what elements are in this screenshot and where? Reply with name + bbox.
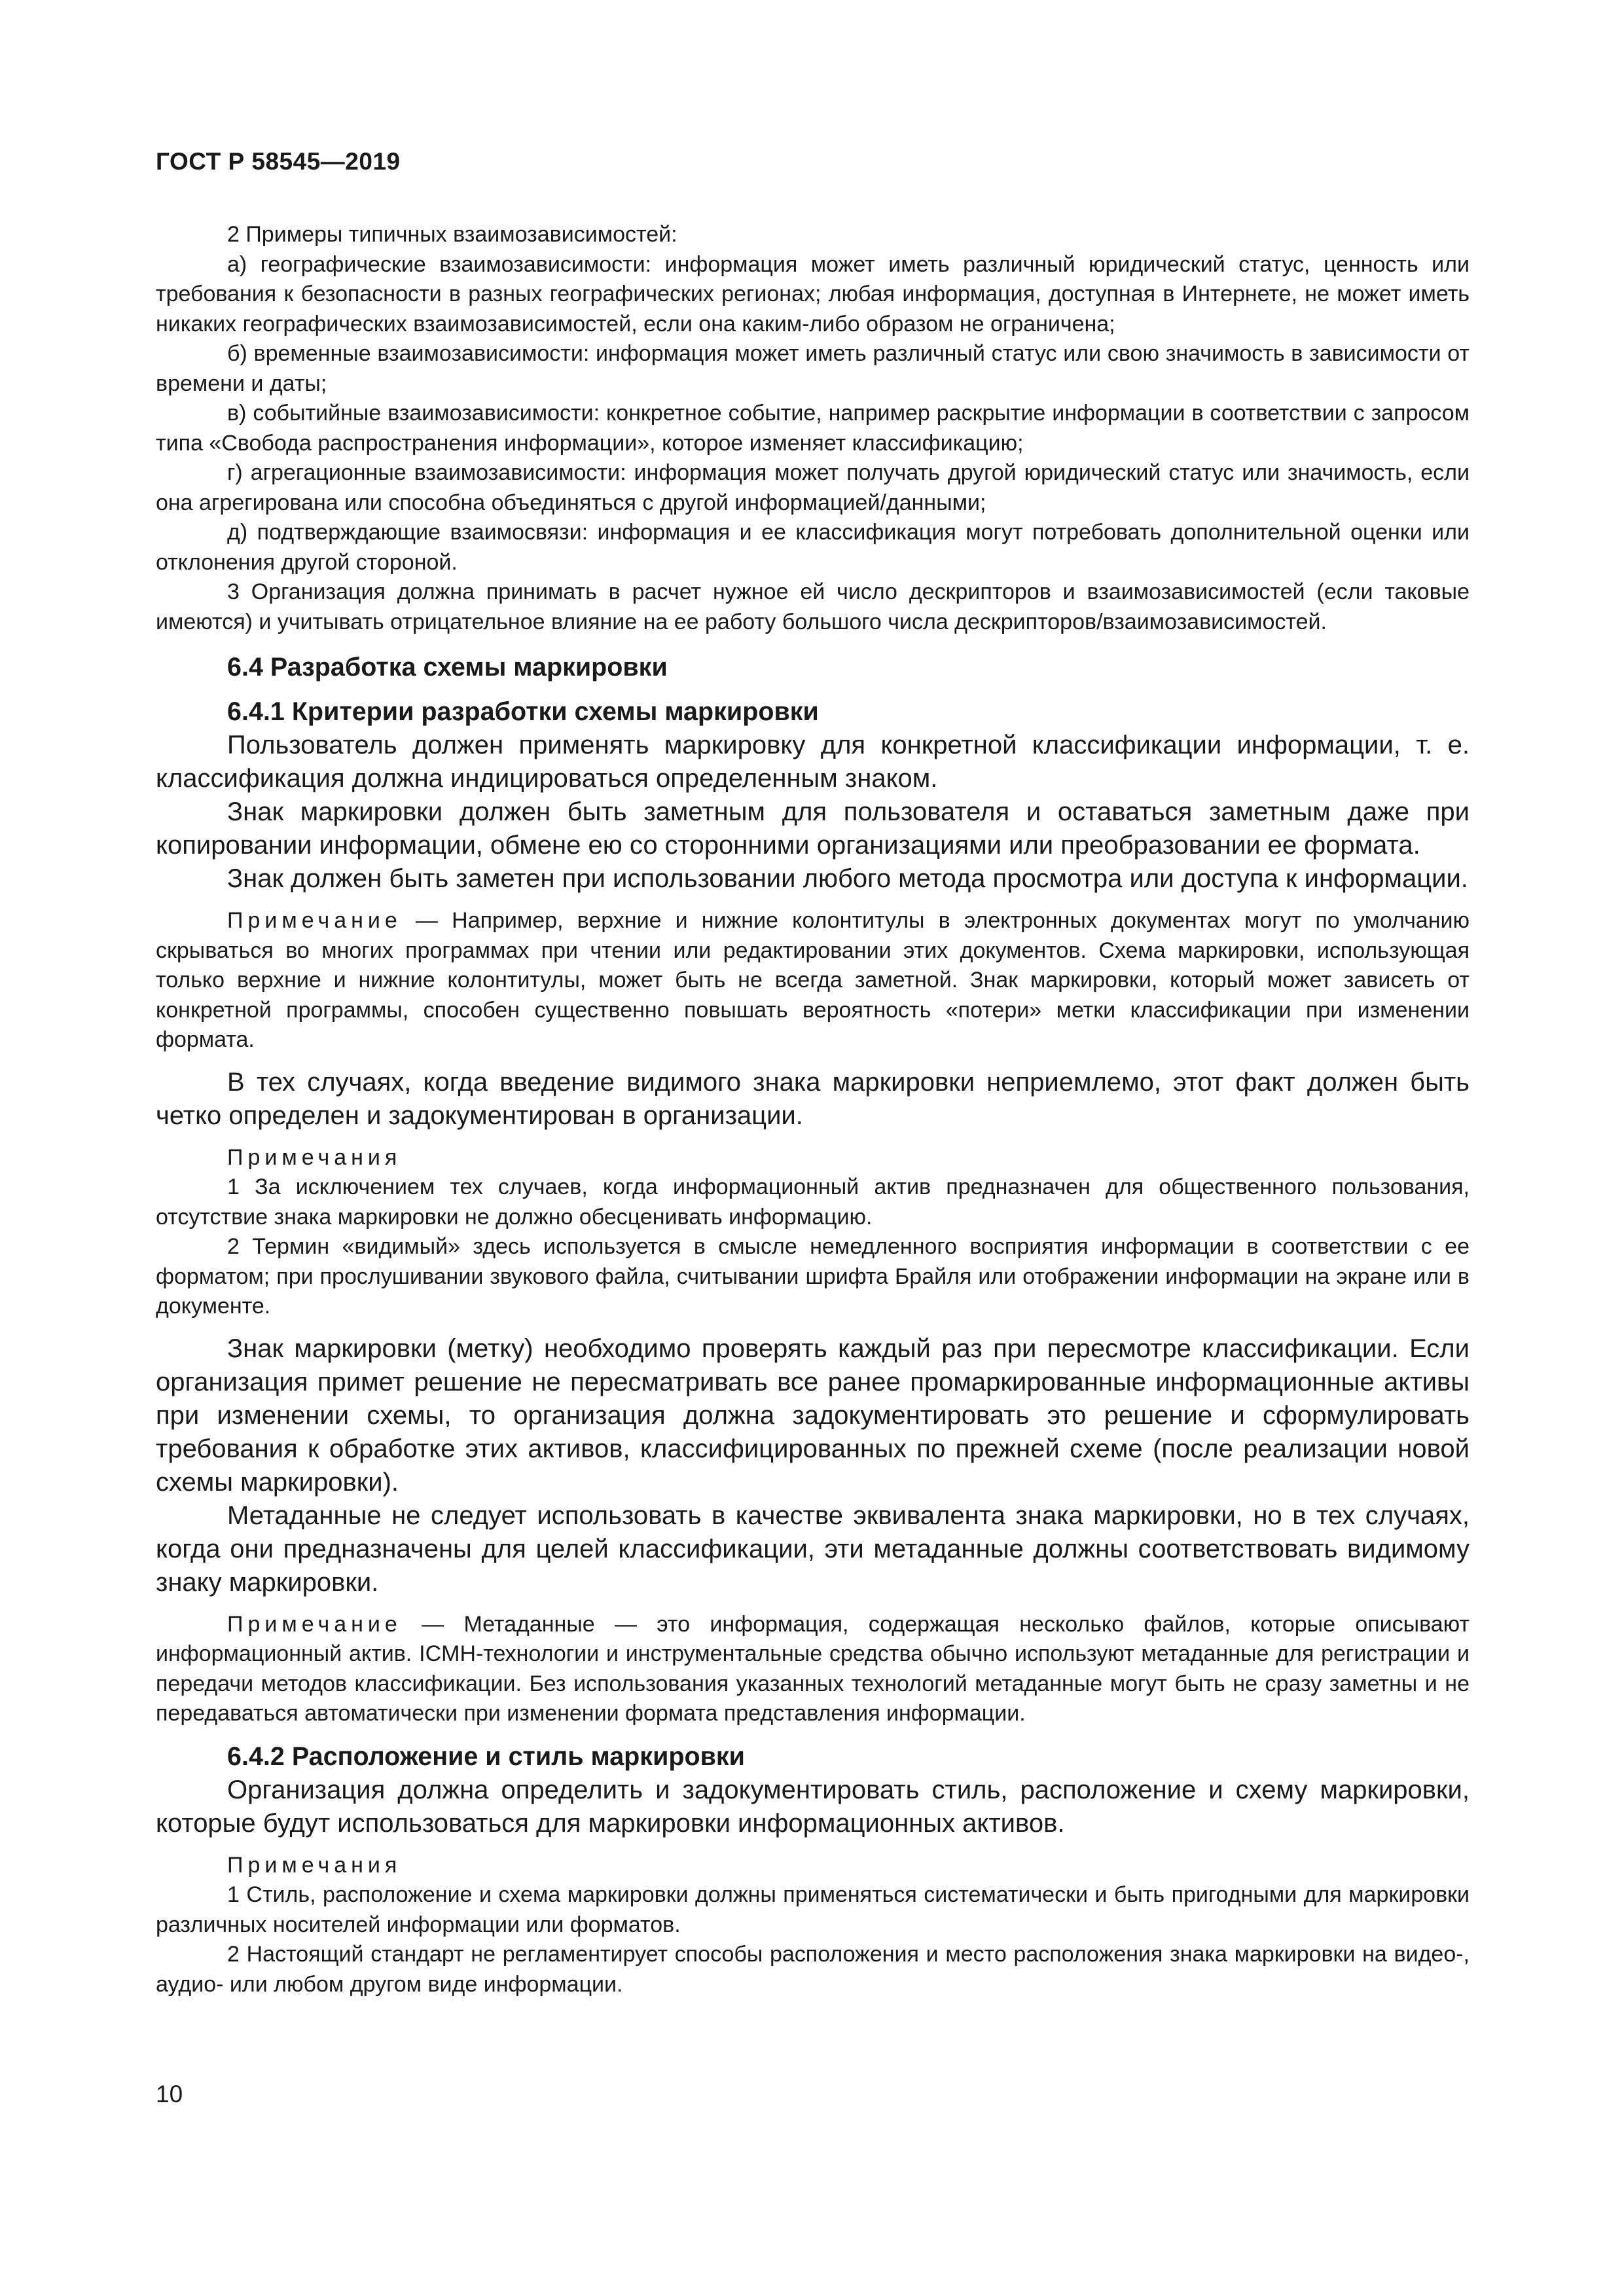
note-text: — Метаданные — это информация, содержащая несколько файлов, которые описывают информационный актив. ICMH-технологии и инструментальные средства обычно используют метаданные для регистрации и передачи методов классификации. Без использования указанных технологий метаданные могут быть не сразу заметны и не передаваться автоматически при изменении формата представления информации. bbox=[156, 1611, 1470, 1726]
section-heading-6-4-2: 6.4.2 Расположение и стиль маркировки bbox=[227, 1741, 745, 1771]
section-heading-6-4-1: 6.4.1 Критерии разработки схемы маркировки bbox=[227, 697, 819, 726]
section-heading-6-4: 6.4 Разработка схемы маркировки bbox=[227, 653, 668, 682]
example-b: б) временные взаимозависимости: информация может иметь различный статус или свою значимость в зависимости от времени и даты; bbox=[156, 341, 1470, 396]
page-number: 10 bbox=[156, 2081, 183, 2107]
paragraph: Организация должна определить и задокументировать стиль, расположение и схему маркировки, которые будут использоваться для маркировки информационных активов. bbox=[156, 1775, 1470, 1838]
paragraph: Метаданные не следует использовать в качестве эквивалента знака маркировки, но в тех случаях, когда они предназначены для целей классификации, эти метаданные должны соответствовать видимому знаку маркировки. bbox=[156, 1501, 1470, 1597]
note-3: 3 Организация должна принимать в расчет нужное ей число дескрипторов и взаимозависимостей (если таковые имеются) и учитывать отрицательное влияние на ее работу большого числа дескрипторов/взаимозависимостей. bbox=[156, 579, 1470, 634]
note-label: Примечание bbox=[227, 908, 402, 933]
example-d: г) агрегационные взаимозависимости: информация может получать другой юридический статус или значимость, если она агрегирована или способна объединяться с другой информацией/данными; bbox=[156, 460, 1470, 515]
note-2: 2 Термин «видимый» здесь используется в смысле немедленного восприятия информации в соответствии с ее форматом; при прослушивании звукового файла, считывании шрифта Брайля или отображении информации на экране или в документе. bbox=[156, 1234, 1470, 1319]
paragraph: В тех случаях, когда введение видимого знака маркировки неприемлемо, этот факт должен быть четко определен и задокументирован в организации. bbox=[156, 1067, 1470, 1130]
examples-intro: 2 Примеры типичных взаимозависимостей: bbox=[227, 222, 677, 247]
note-block bbox=[156, 906, 1470, 1055]
notes-heading: Примечания bbox=[227, 1852, 402, 1878]
paragraph: Пользователь должен применять маркировку для конкретной классификации информации, т. е. классификация должна индицироваться определенным знаком. bbox=[156, 731, 1470, 793]
note-label: Примечание bbox=[227, 1611, 402, 1637]
example-a: а) географические взаимозависимости: информация может иметь различный юридический статус, ценность или требования к безопасности в разных географических регионах; любая информация, доступная в Интернете, не может иметь никаких географических взаимозависимостей, если она каким-либо образом не ограничена; bbox=[156, 251, 1470, 337]
example-e: д) подтверждающие взаимосвязи: информация и ее классификация могут потребовать дополнительной оценки или отклонения другой стороной. bbox=[156, 520, 1470, 575]
note-1: 1 За исключением тех случаев, когда информационный актив предназначен для общественного пользования, отсутствие знака маркировки не должно обесценивать информацию. bbox=[156, 1175, 1470, 1230]
note-text: — Например, верхние и нижние колонтитулы в электронных документах могут по умолчанию скрываться во многих программах при чтении или редактировании этих документов. Схема маркировки, использующая только верхние и нижние колонтитулы, может быть не всегда заметной. Знак маркировки, который может зависеть от конкретной программы, способен существенно повышать вероятность «потери» метки классификации при изменении формата. bbox=[156, 908, 1470, 1052]
standard-header: ГОСТ Р 58545—2019 bbox=[156, 148, 401, 175]
notes-heading: Примечания bbox=[227, 1144, 402, 1170]
paragraph: Знак должен быть заметен при использовании любого метода просмотра или доступа к информации. bbox=[227, 864, 1468, 893]
note-block bbox=[156, 1610, 1470, 1729]
page-content bbox=[156, 220, 1470, 1999]
example-c: в) событийные взаимозависимости: конкретное событие, например раскрытие информации в соответствии с запросом типа «Свобода распространения информации», которое изменяет классификацию; bbox=[156, 401, 1470, 456]
note-1: 1 Стиль, расположение и схема маркировки должны применяться систематически и быть пригодными для маркировки различных носителей информации или форматов. bbox=[156, 1882, 1470, 1937]
paragraph: Знак маркировки (метку) необходимо проверять каждый раз при пересмотре классификации. Если организация примет решение не пересматривать все ранее промаркированные информационные активы при изменении схемы, то организация должна задокументировать это решение и сформулировать требования к обработке этих активов, классифицированных по прежней схеме (после реализации новой схемы маркировки). bbox=[156, 1334, 1470, 1497]
paragraph: Знак маркировки должен быть заметным для пользователя и оставаться заметным даже при копировании информации, обмене ею со сторонними организациями или преобразовании ее формата. bbox=[156, 797, 1470, 860]
note-2: 2 Настоящий стандарт не регламентирует способы расположения и место расположения знака маркировки на видео-, аудио- или любом другом виде информации. bbox=[156, 1942, 1470, 1997]
